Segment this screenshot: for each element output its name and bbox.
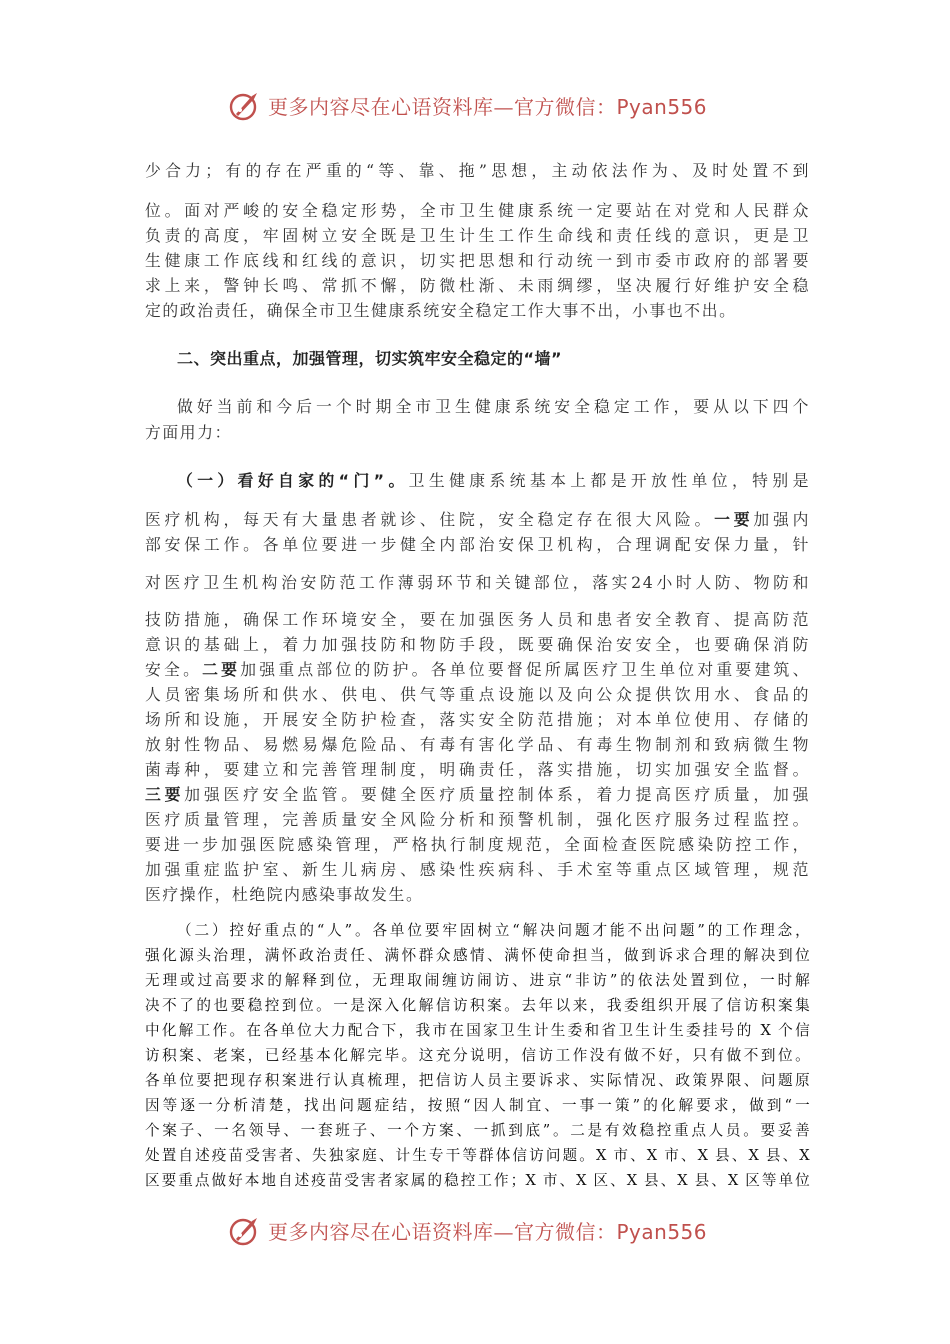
text-line: 中化解工作。在各单位大力配合下，我市在国家卫生计生委和省卫生计生委挂号的 X 个信 (145, 1022, 810, 1039)
emphasis-label: 一要 (714, 510, 754, 529)
text-line: 医疗质量管理，完善质量安全风险分析和预警机制，强化医疗服务过程监控。 (145, 810, 810, 829)
pen-nib-logo-icon (228, 88, 262, 122)
text-line: 技防措施，确保工作环境安全，要在加强医务人员和患者安全教育、提高防范 (145, 610, 810, 629)
footer-banner (0, 1210, 950, 1250)
text-line: 求上来，警钟长鸣、常抓不懈，防微杜渐、未雨绸缪，坚决履行好维护安全稳 (145, 276, 810, 295)
text-line: 加强重症监护室、新生儿病房、感染性疾病科、手术室等重点区域管理，规范 (145, 860, 810, 879)
header-banner (0, 85, 950, 125)
text-line: 菌毒种，要建立和完善管理制度，明确责任，落实措施，切实加强安全监督。 (145, 760, 810, 779)
text-line: 生健康工作底线和红线的意识，切实把思想和行动统一到市委市政府的部署要 (145, 251, 810, 270)
text-line: 位。面对严峻的安全稳定形势，全市卫生健康系统一定要站在对党和人民群众 (145, 201, 810, 220)
text-line: 定的政治责任，确保全市卫生健康系统安全稳定工作大事不出，小事也不出。 (145, 301, 737, 320)
section-heading: 二、突出重点，加强管理，切实筑牢安全稳定的“墙” (177, 349, 563, 368)
text-line: 负责的高度，牢固树立安全既是卫生计生工作生命线和责任线的意识，更是卫 (145, 226, 810, 245)
banner-text: 更多内容尽在心语资料库—官方微信：Pyan556 (268, 94, 708, 119)
text-line: 处置自述疫苗受害者、失独家庭、计生专干等群体信访问题。X 市、X 市、X 县、X 县、X (145, 1147, 810, 1164)
text-line: 意识的基础上，着力加强技防和物防手段，既要确保治安安全，也要确保消防 (145, 635, 810, 654)
text-line: 因等逐一分析清楚，找出问题症结，按照“因人制宜、一事一策”的化解要求，做到“一 (145, 1097, 810, 1114)
banner-text: 更多内容尽在心语资料库—官方微信：Pyan556 (268, 1219, 708, 1244)
subsection-title: （一）看好自家的“门”。 (177, 471, 409, 490)
text-line: 医疗操作，杜绝院内感染事故发生。 (145, 885, 424, 904)
text-line: 少合力；有的存在严重的“等、靠、拖”思想，主动依法作为、及时处置不到 (145, 161, 810, 180)
text-line: 强化源头治理，满怀政治责任、满怀群众感情、满怀使命担当，做到诉求合理的解决到位 (145, 947, 810, 964)
emphasis-label: 三要 (145, 785, 185, 804)
text-line: 无理或过高要求的解释到位，无理取闹缠访闹访、进京“非访”的依法处置到位，一时解 (145, 972, 810, 989)
pen-nib-logo-icon (228, 1213, 262, 1247)
text-line: 要进一步加强医院感染管理，严格执行制度规范，全面检查医院感染防控工作， (145, 835, 810, 854)
text-line: 放射性物品、易燃易爆危险品、有毒有害化学品、有毒生物制剂和致病微生物 (145, 735, 810, 754)
text-line: 三要加强医疗安全监管。要健全医疗质量控制体系，着力提高医疗质量，加强 (145, 785, 810, 804)
text-line: 决不了的也要稳控到位。一是深入化解信访积案。去年以来，我委组织开展了信访积案集 (145, 997, 810, 1014)
wechat-id: Pyan556 (616, 1219, 708, 1244)
text-line: 区要重点做好本地自述疫苗受害者家属的稳控工作；X 市、X 区、X 县、X 县、X 区等单位 (145, 1172, 810, 1189)
text-line: 部安保工作。各单位要进一步健全内部治安保卫机构，合理调配安保力量，针 (145, 535, 810, 554)
wechat-id: Pyan556 (616, 94, 708, 119)
subsection-title-line: （一）看好自家的“门”。卫生健康系统基本上都是开放性单位，特别是 (177, 471, 810, 490)
text-line: 各单位要把现存积案进行认真梳理，把信访人员主要诉求、实际情况、政策界限、问题原 (145, 1072, 810, 1089)
text-line: （二）控好重点的“人”。各单位要牢固树立“解决问题才能不出问题”的工作理念， (177, 922, 810, 939)
text-line: 安全。二要加强重点部位的防护。各单位要督促所属医疗卫生单位对重要建筑、 (145, 660, 810, 679)
text-line: 医疗机构，每天有大量患者就诊、住院，安全稳定存在很大风险。一要加强内 (145, 510, 810, 529)
text-line: 对医疗卫生机构治安防范工作薄弱环节和关键部位，落实24小时人防、物防和 (145, 573, 810, 592)
text-line: 场所和设施，开展安全防护检查，落实安全防范措施；对本单位使用、存储的 (145, 710, 810, 729)
text-line: 人员密集场所和供水、供电、供气等重点设施以及向公众提供饮用水、食品的 (145, 685, 810, 704)
text-line: 方面用力： (145, 423, 232, 442)
text-line: 做好当前和今后一个时期全市卫生健康系统安全稳定工作，要从以下四个 (177, 397, 810, 416)
emphasis-label: 二要 (202, 660, 241, 679)
text-line: 个案子、一名领导、一套班子、一个方案、一抓到底”。二是有效稳控重点人员。要妥善 (145, 1122, 810, 1139)
text-line: 访积案、老案，已经基本化解完毕。这充分说明，信访工作没有做不好，只有做不到位。 (145, 1047, 810, 1064)
